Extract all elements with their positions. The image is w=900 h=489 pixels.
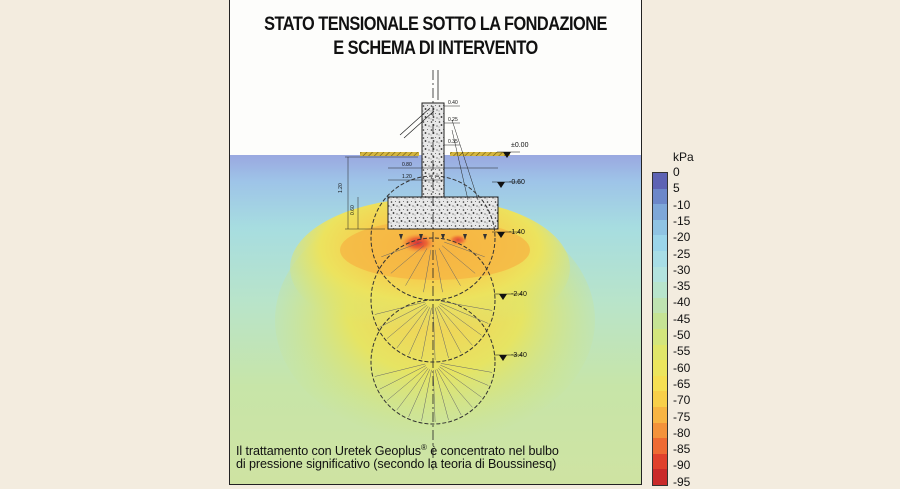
legend-swatch <box>653 313 667 329</box>
legend-swatch <box>653 423 667 439</box>
ground-surface-left <box>360 152 419 156</box>
stress-diagram <box>230 0 641 485</box>
dim-label: 0.40 <box>448 100 458 106</box>
legend-label: -15 <box>673 213 691 228</box>
legend-label: -25 <box>673 246 691 261</box>
legend-label: -90 <box>673 458 691 473</box>
dim-label: 1.20 <box>338 183 344 193</box>
legend-swatch <box>653 267 667 283</box>
legend-swatch <box>653 235 667 251</box>
svg-text:-0.60: -0.60 <box>509 179 525 186</box>
ground-surface-right <box>450 152 510 156</box>
legend-swatch <box>653 376 667 392</box>
dim-label: 0.80 <box>402 162 412 168</box>
legend-swatch <box>653 407 667 423</box>
diagram-title-line-2: E SCHEMA DI INTERVENTO <box>333 38 538 59</box>
legend-label: -45 <box>673 311 691 326</box>
dim-label: 1.20 <box>402 174 412 180</box>
legend-label: -65 <box>673 376 691 391</box>
dim-label: 0.25 <box>448 117 458 123</box>
legend-label: -75 <box>673 409 691 424</box>
legend-swatch <box>653 360 667 376</box>
legend-label: -30 <box>673 262 691 277</box>
svg-text:±0.00: ±0.00 <box>511 142 529 149</box>
legend-swatch <box>653 329 667 345</box>
legend-swatch <box>653 391 667 407</box>
footing <box>388 197 498 229</box>
legend-label: -85 <box>673 442 691 457</box>
legend-label: -70 <box>673 393 691 408</box>
legend-label: -10 <box>673 197 691 212</box>
diagram-panel <box>229 0 642 485</box>
svg-text:-2.40: -2.40 <box>511 291 527 298</box>
svg-text:-3.40: -3.40 <box>511 352 527 359</box>
legend-swatch <box>653 454 667 470</box>
legend-swatch <box>653 220 667 236</box>
diagram-title-line-1: STATO TENSIONALE SOTTO LA FONDAZIONE <box>264 14 607 35</box>
legend-swatch <box>653 298 667 314</box>
stress-hotspot <box>400 233 436 253</box>
legend-swatch <box>653 345 667 361</box>
svg-text:-1.40: -1.40 <box>509 229 525 236</box>
legend-label: -40 <box>673 295 691 310</box>
legend-swatch <box>653 282 667 298</box>
legend-label: 5 <box>673 181 680 196</box>
legend-label: 0 <box>673 165 680 179</box>
legend-label: -95 <box>673 474 691 489</box>
legend-swatch <box>653 438 667 454</box>
legend-label: -60 <box>673 360 691 375</box>
legend-unit: kPa <box>673 150 694 164</box>
legend-label: -35 <box>673 279 691 294</box>
legend-label: -80 <box>673 425 691 440</box>
legend-swatch <box>653 173 667 189</box>
caption-line-2: di pressione significativo (secondo la teoria di Boussinesq) <box>236 457 557 471</box>
legend-label: -50 <box>673 328 691 342</box>
caption-line-1: Il trattamento con Uretek Geoplus® è concentrato nel bulbo <box>236 443 559 459</box>
color-legend-bar <box>652 172 668 486</box>
legend-label: -55 <box>673 344 691 359</box>
legend-label: -20 <box>673 230 691 245</box>
dim-label: 0.35 <box>448 139 458 145</box>
legend-swatch <box>653 189 667 205</box>
legend-swatch <box>653 251 667 267</box>
dim-label: 0.60 <box>350 205 356 215</box>
legend-swatch <box>653 204 667 220</box>
legend-swatch <box>653 469 667 485</box>
